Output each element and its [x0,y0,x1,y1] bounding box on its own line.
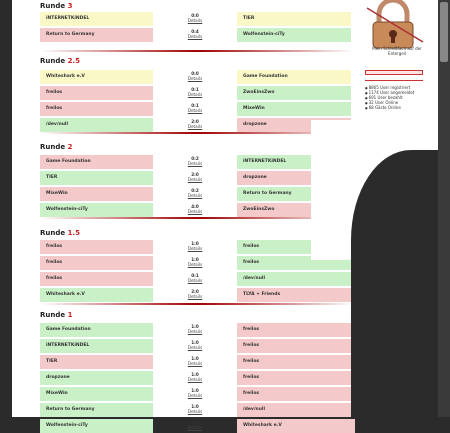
round-label: Runde [40,143,66,151]
score-value: 0:1 [191,273,199,278]
home-team[interactable]: /dev/null [40,118,153,132]
score-value: 0:4 [191,29,199,34]
round-number: 1.5 [67,229,80,237]
away-team[interactable]: freilos [237,256,355,270]
user-stat-item: ● 8865 User registriert [365,85,410,90]
score-value: 1:0 [191,356,199,361]
away-team[interactable]: ZwoEinsZwo [237,86,355,100]
round-divider [40,132,355,134]
score-value: 1:0 [191,257,199,262]
away-team[interactable]: freilos [237,240,355,254]
match-row [40,171,355,185]
sidebar-dark-area [351,150,438,417]
round-label: Runde [40,57,66,65]
details-link[interactable]: Details [187,177,203,182]
home-team[interactable]: Whiteshark e.V [40,70,153,84]
details-link[interactable]: Details [187,425,203,430]
score-value: 1:0 [191,241,199,246]
match-score [153,404,237,414]
match-score [153,324,237,334]
away-team[interactable]: Game Foundation [237,70,355,84]
away-team[interactable]: dropzone [237,171,355,185]
match-score [153,388,237,398]
scrollbar[interactable] [438,0,450,417]
match-row [40,256,355,270]
away-team[interactable]: TLYA + Friends [237,288,355,302]
round-title [40,2,72,10]
score-value: 0:2 [191,188,199,193]
user-stat-item: ● 1174 User angemeldet [365,90,414,95]
score-value: 0:1 [191,103,199,108]
away-team[interactable]: TIER [237,12,355,26]
match-row [40,12,355,26]
round-divider [40,217,355,219]
details-link[interactable]: Details [187,393,203,398]
away-team[interactable]: Whiteshark e.V [237,419,355,433]
match-score [153,103,237,113]
match-row [40,272,355,286]
away-team[interactable]: freilos [237,323,355,337]
match-score [153,13,237,23]
home-team[interactable]: TIER [40,355,153,369]
match-score [153,273,237,283]
home-team[interactable]: Game Foundation [40,323,153,337]
match-row [40,240,355,254]
match-score [153,340,237,350]
match-row [40,118,355,132]
away-team[interactable]: /dev/null [237,272,355,286]
round-title [40,229,80,237]
match-row [40,203,355,217]
padlock-logo-icon[interactable] [365,2,425,50]
details-link[interactable]: Details [187,409,203,414]
match-score [153,87,237,97]
round-number: 3 [67,2,73,10]
match-score [153,29,237,39]
home-team[interactable]: freilos [40,102,153,116]
score-value: 2:0 [191,172,199,177]
details-link[interactable]: Details [187,161,203,166]
home-team[interactable]: freilos [40,256,153,270]
away-team[interactable]: ZwoEinsZwo [237,203,355,217]
match-row [40,419,355,433]
match-row [40,28,355,42]
user-stat-item: ● 32 User Online [365,100,398,105]
details-link[interactable]: Details [187,76,203,81]
score-value: 2:0 [191,119,199,124]
away-team[interactable]: Wolfenstein-ciTy [237,28,355,42]
details-link[interactable]: Details [187,108,203,113]
home-team[interactable]: Whiteshark e.V [40,288,153,302]
details-link[interactable]: Details [187,345,203,350]
match-row [40,187,355,201]
home-team[interactable]: iNTERNETKiNDEL [40,339,153,353]
score-value: 0:1 [191,87,199,92]
away-team[interactable]: freilos [237,371,355,385]
away-team[interactable]: iNTERNETKiNDEL [237,155,355,169]
user-stat-item: ● 68 Gäste Online [365,105,401,110]
match-row [40,323,355,337]
score-value: 1:0 [191,404,199,409]
details-link[interactable]: Details [187,34,203,39]
match-score [153,172,237,182]
round-divider [40,50,355,52]
details-link[interactable]: Details [187,246,203,251]
round-label: Runde [40,2,66,10]
away-team[interactable]: freilos [237,339,355,353]
home-team[interactable]: freilos [40,240,153,254]
sidebar [351,0,438,417]
match-row [40,355,355,369]
match-row [40,86,355,100]
details-link[interactable]: Details [187,278,203,283]
details-link[interactable]: Details [187,18,203,23]
score-value: 0:0 [191,13,199,18]
home-team[interactable]: TIER [40,171,153,185]
score-value: 1:0 [191,372,199,377]
round-title [40,311,72,319]
details-link[interactable]: Details [187,361,203,366]
match-row [40,371,355,385]
search-bar[interactable] [365,70,423,75]
match-score [153,119,237,129]
home-team[interactable]: MixeWin [40,387,153,401]
match-row [40,339,355,353]
score-value: 0:2 [191,156,199,161]
match-score [153,420,237,430]
match-score [153,71,237,81]
round-number: 2.5 [67,57,80,65]
away-team[interactable]: /dev/null [237,403,355,417]
match-score [153,204,237,214]
round-title [40,57,80,65]
details-link[interactable]: Details [187,262,203,267]
home-team[interactable]: Return to Germany [40,403,153,417]
home-team[interactable]: Return to Germany [40,28,153,42]
details-link[interactable]: Details [187,124,203,129]
match-score [153,372,237,382]
away-team[interactable]: dropzone [237,118,355,132]
details-link[interactable]: Details [187,329,203,334]
match-score [153,156,237,166]
details-link[interactable]: Details [187,377,203,382]
details-link[interactable]: Details [187,209,203,214]
away-team[interactable]: MixeWin [237,102,355,116]
round-label: Runde [40,229,66,237]
match-score [153,241,237,251]
round-label: Runde [40,311,66,319]
home-team[interactable]: Wolfenstein-ciTy [40,203,153,217]
match-row [40,155,355,169]
sidebar-tagline: Mein Schleißfach auf der Entergeil [372,46,422,56]
away-team[interactable]: freilos [237,387,355,401]
details-link[interactable]: Details [187,294,203,299]
round-divider [40,303,355,305]
away-team[interactable]: freilos [237,355,355,369]
match-row [40,102,355,116]
home-team[interactable]: iNTERNETKiNDEL [40,12,153,26]
score-value: 4:0 [191,204,199,209]
score-value: 0:0 [191,71,199,76]
home-team[interactable]: freilos [40,272,153,286]
score-value: 2:0 [191,289,199,294]
round-number: 1 [67,311,73,319]
details-link[interactable]: Details [187,193,203,198]
home-team[interactable]: MixeWin [40,187,153,201]
score-value: 1:0 [191,388,199,393]
away-team[interactable]: Return to Germany [237,187,355,201]
round-number: 2 [67,143,73,151]
match-score [153,356,237,366]
round-title [40,143,72,151]
match-row [40,387,355,401]
match-score [153,188,237,198]
home-team[interactable]: freilos [40,86,153,100]
main-content [12,0,351,430]
user-stat-item: ● 691 User bezahlt [365,95,403,100]
match-row [40,288,355,302]
score-value: 1:0 [191,324,199,329]
divider-line [365,80,423,81]
score-value: 2:0 [191,420,199,425]
score-value: 1:0 [191,340,199,345]
scrollbar-thumb[interactable] [440,2,448,62]
match-row [40,403,355,417]
match-score [153,289,237,299]
match-score [153,257,237,267]
match-row [40,70,355,84]
details-link[interactable]: Details [187,92,203,97]
home-team[interactable]: dropzone [40,371,153,385]
home-team[interactable]: Wolfenstein-ciTy [40,419,153,433]
home-team[interactable]: Game Foundation [40,155,153,169]
